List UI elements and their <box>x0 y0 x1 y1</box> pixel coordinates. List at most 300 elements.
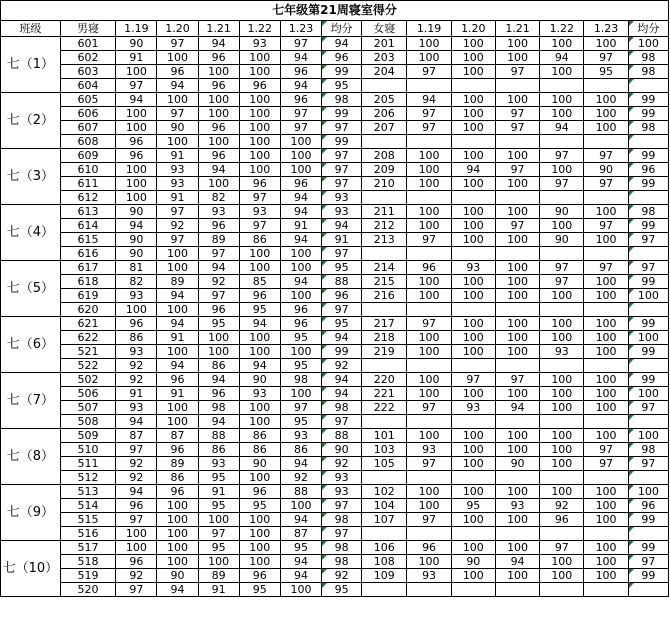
cell-girls-1-20: 93 <box>451 401 495 415</box>
cell-girls-1-21: 97 <box>495 219 539 233</box>
cell-boys-dorm: 509 <box>60 429 116 443</box>
cell-girls-1-22: 100 <box>540 569 584 583</box>
cell-boys-1-19: 86 <box>116 331 157 345</box>
cell-girls-1-19: 94 <box>407 93 451 107</box>
cell-girls-average: 98 <box>628 443 668 457</box>
cell-girls-1-19 <box>407 359 451 373</box>
cell-girls-dorm: 107 <box>362 513 407 527</box>
cell-girls-average <box>628 135 668 149</box>
cell-girls-1-21: 97 <box>495 373 539 387</box>
cell-boys-average: 88 <box>322 429 362 443</box>
cell-boys-1-21: 88 <box>198 429 239 443</box>
cell-boys-1-22: 100 <box>239 541 280 555</box>
cell-girls-1-20: 100 <box>451 387 495 401</box>
cell-girls-dorm <box>362 79 407 93</box>
cell-girls-1-19 <box>407 247 451 261</box>
cell-girls-average: 97 <box>628 555 668 569</box>
cell-girls-1-23: 100 <box>584 387 628 401</box>
cell-girls-1-22 <box>540 79 584 93</box>
cell-boys-1-19: 81 <box>116 261 157 275</box>
cell-boys-1-20: 94 <box>157 359 198 373</box>
cell-boys-dorm: 619 <box>60 289 116 303</box>
cell-boys-1-21: 94 <box>198 261 239 275</box>
cell-girls-1-21: 100 <box>495 51 539 65</box>
table-row <box>1 443 669 457</box>
cell-girls-1-20: 97 <box>451 373 495 387</box>
cell-boys-1-19: 100 <box>116 177 157 191</box>
table-row <box>1 429 669 443</box>
cell-girls-average <box>628 79 668 93</box>
cell-girls-1-19: 100 <box>407 345 451 359</box>
cell-boys-1-21: 93 <box>198 205 239 219</box>
table-row <box>1 65 669 79</box>
cell-boys-average: 99 <box>322 135 362 149</box>
table-row <box>1 499 669 513</box>
cell-girls-dorm: 106 <box>362 541 407 555</box>
cell-girls-average: 99 <box>628 345 668 359</box>
cell-girls-dorm <box>362 191 407 205</box>
cell-girls-1-20 <box>451 191 495 205</box>
class-label: 七（10） <box>1 541 61 597</box>
cell-girls-1-21 <box>495 527 539 541</box>
table-row <box>1 485 669 499</box>
cell-boys-1-21: 100 <box>198 513 239 527</box>
cell-girls-1-22: 100 <box>540 401 584 415</box>
cell-boys-dorm: 607 <box>60 121 116 135</box>
cell-girls-average: 99 <box>628 513 668 527</box>
cell-boys-1-23: 97 <box>280 401 321 415</box>
cell-girls-1-20: 100 <box>451 457 495 471</box>
table-row <box>1 191 669 205</box>
cell-boys-dorm: 507 <box>60 401 116 415</box>
cell-girls-average: 97 <box>628 457 668 471</box>
cell-girls-1-20: 100 <box>451 51 495 65</box>
cell-girls-1-20: 100 <box>451 485 495 499</box>
cell-girls-average: 97 <box>628 261 668 275</box>
cell-girls-1-19: 96 <box>407 541 451 555</box>
table-row <box>1 121 669 135</box>
cell-boys-average: 97 <box>322 527 362 541</box>
cell-boys-1-23: 92 <box>280 471 321 485</box>
cell-girls-1-20 <box>451 415 495 429</box>
cell-boys-dorm: 514 <box>60 499 116 513</box>
cell-boys-1-23: 94 <box>280 79 321 93</box>
cell-girls-1-21 <box>495 359 539 373</box>
cell-boys-1-21: 95 <box>198 471 239 485</box>
cell-boys-1-20: 100 <box>157 513 198 527</box>
cell-girls-1-23 <box>584 471 628 485</box>
cell-girls-1-21: 100 <box>495 443 539 457</box>
cell-boys-1-22: 100 <box>239 471 280 485</box>
sheet-title: 七年级第21周寝室得分 <box>1 1 669 21</box>
cell-girls-1-22 <box>540 359 584 373</box>
cell-girls-1-23 <box>584 359 628 373</box>
cell-boys-1-21: 95 <box>198 541 239 555</box>
cell-boys-1-20: 100 <box>157 303 198 317</box>
cell-boys-1-19: 91 <box>116 387 157 401</box>
cell-boys-1-23: 95 <box>280 415 321 429</box>
cell-boys-1-19: 96 <box>116 317 157 331</box>
cell-boys-1-20: 91 <box>157 149 198 163</box>
cell-girls-1-22: 100 <box>540 107 584 121</box>
cell-boys-average: 95 <box>322 317 362 331</box>
cell-boys-average: 88 <box>322 275 362 289</box>
cell-girls-1-21: 100 <box>495 331 539 345</box>
cell-girls-dorm: 220 <box>362 373 407 387</box>
cell-girls-1-21: 94 <box>495 401 539 415</box>
cell-girls-1-19: 100 <box>407 429 451 443</box>
cell-boys-1-21: 86 <box>198 443 239 457</box>
cell-girls-dorm: 217 <box>362 317 407 331</box>
cell-boys-1-19: 100 <box>116 163 157 177</box>
cell-boys-1-22: 100 <box>239 415 280 429</box>
cell-boys-1-20: 94 <box>157 289 198 303</box>
cell-boys-dorm: 517 <box>60 541 116 555</box>
cell-boys-1-22: 96 <box>239 485 280 499</box>
cell-girls-dorm: 201 <box>362 37 407 51</box>
cell-girls-dorm <box>362 471 407 485</box>
cell-girls-1-20: 100 <box>451 541 495 555</box>
cell-boys-1-23: 100 <box>280 499 321 513</box>
cell-girls-1-20: 100 <box>451 233 495 247</box>
cell-girls-dorm: 101 <box>362 429 407 443</box>
cell-boys-1-21: 97 <box>198 247 239 261</box>
cell-girls-average: 100 <box>628 331 668 345</box>
cell-girls-dorm: 218 <box>362 331 407 345</box>
header-girls-1-19: 1.19 <box>407 21 451 37</box>
cell-boys-1-19: 90 <box>116 205 157 219</box>
cell-boys-average: 94 <box>322 373 362 387</box>
cell-girls-dorm: 103 <box>362 443 407 457</box>
cell-boys-1-22: 85 <box>239 275 280 289</box>
table-row <box>1 37 669 51</box>
cell-girls-1-19: 100 <box>407 205 451 219</box>
cell-boys-1-20: 89 <box>157 275 198 289</box>
cell-boys-1-20: 93 <box>157 163 198 177</box>
cell-girls-1-19: 96 <box>407 261 451 275</box>
title-row <box>1 1 669 21</box>
cell-girls-average: 100 <box>628 289 668 303</box>
cell-girls-1-19: 100 <box>407 373 451 387</box>
cell-girls-1-23: 90 <box>584 163 628 177</box>
cell-girls-1-19 <box>407 303 451 317</box>
cell-boys-dorm: 622 <box>60 331 116 345</box>
class-label: 七（8） <box>1 429 61 485</box>
cell-boys-1-21: 94 <box>198 415 239 429</box>
table-row <box>1 51 669 65</box>
class-label: 七（3） <box>1 149 61 205</box>
cell-girls-1-22: 100 <box>540 289 584 303</box>
cell-girls-1-20: 100 <box>451 345 495 359</box>
cell-boys-dorm: 620 <box>60 303 116 317</box>
cell-boys-1-20: 97 <box>157 205 198 219</box>
cell-boys-1-23: 95 <box>280 541 321 555</box>
cell-girls-dorm: 104 <box>362 499 407 513</box>
cell-boys-1-19: 93 <box>116 401 157 415</box>
cell-boys-1-21: 100 <box>198 93 239 107</box>
cell-boys-1-19: 100 <box>116 107 157 121</box>
cell-girls-1-22 <box>540 135 584 149</box>
cell-boys-1-23: 100 <box>280 163 321 177</box>
cell-girls-dorm: 210 <box>362 177 407 191</box>
cell-girls-1-19: 97 <box>407 317 451 331</box>
cell-girls-1-23: 97 <box>584 219 628 233</box>
cell-boys-1-23: 93 <box>280 429 321 443</box>
cell-boys-dorm: 614 <box>60 219 116 233</box>
cell-boys-1-20: 91 <box>157 331 198 345</box>
cell-boys-1-19: 97 <box>116 79 157 93</box>
table-row <box>1 541 669 555</box>
cell-boys-1-23: 94 <box>280 275 321 289</box>
cell-girls-1-23: 100 <box>584 429 628 443</box>
cell-boys-1-19: 92 <box>116 569 157 583</box>
cell-boys-1-20: 91 <box>157 191 198 205</box>
cell-girls-1-23: 100 <box>584 93 628 107</box>
cell-boys-1-20: 97 <box>157 107 198 121</box>
cell-girls-average <box>628 415 668 429</box>
cell-girls-1-22: 94 <box>540 121 584 135</box>
cell-boys-1-21: 100 <box>198 135 239 149</box>
cell-boys-1-20: 100 <box>157 555 198 569</box>
cell-girls-dorm: 108 <box>362 555 407 569</box>
header-boys-1-21: 1.21 <box>198 21 239 37</box>
table-row <box>1 415 669 429</box>
header-girls-1-21: 1.21 <box>495 21 539 37</box>
cell-boys-1-20: 93 <box>157 177 198 191</box>
table-row <box>1 513 669 527</box>
cell-girls-average: 99 <box>628 219 668 233</box>
cell-boys-1-22: 96 <box>239 289 280 303</box>
cell-boys-average: 94 <box>322 37 362 51</box>
cell-girls-1-19: 100 <box>407 387 451 401</box>
cell-boys-1-21: 82 <box>198 191 239 205</box>
cell-boys-dorm: 512 <box>60 471 116 485</box>
cell-boys-1-20: 86 <box>157 471 198 485</box>
cell-girls-dorm: 222 <box>362 401 407 415</box>
cell-girls-1-22 <box>540 303 584 317</box>
cell-girls-1-19: 97 <box>407 107 451 121</box>
cell-boys-1-20: 100 <box>157 135 198 149</box>
cell-boys-average: 98 <box>322 401 362 415</box>
cell-boys-dorm: 617 <box>60 261 116 275</box>
cell-girls-1-23 <box>584 527 628 541</box>
cell-girls-1-21: 100 <box>495 345 539 359</box>
cell-girls-1-21: 100 <box>495 317 539 331</box>
cell-girls-1-21: 100 <box>495 569 539 583</box>
cell-boys-1-22: 100 <box>239 93 280 107</box>
cell-girls-1-21: 100 <box>495 261 539 275</box>
cell-girls-1-20: 93 <box>451 261 495 275</box>
cell-girls-1-21 <box>495 247 539 261</box>
cell-boys-1-23: 100 <box>280 289 321 303</box>
cell-boys-1-22: 94 <box>239 317 280 331</box>
cell-boys-1-23: 100 <box>280 149 321 163</box>
cell-girls-1-21: 90 <box>495 457 539 471</box>
cell-boys-1-19: 92 <box>116 359 157 373</box>
cell-boys-dorm: 515 <box>60 513 116 527</box>
header-boys-1-22: 1.22 <box>239 21 280 37</box>
cell-girls-1-22: 100 <box>540 219 584 233</box>
cell-girls-dorm <box>362 415 407 429</box>
cell-boys-1-20: 97 <box>157 233 198 247</box>
cell-girls-1-21: 100 <box>495 205 539 219</box>
cell-boys-average: 99 <box>322 65 362 79</box>
cell-girls-1-20: 100 <box>451 429 495 443</box>
cell-boys-1-21: 100 <box>198 177 239 191</box>
cell-girls-1-19: 93 <box>407 569 451 583</box>
cell-boys-1-22: 86 <box>239 233 280 247</box>
cell-boys-1-22: 100 <box>239 331 280 345</box>
cell-girls-1-22: 93 <box>540 345 584 359</box>
cell-girls-1-23 <box>584 247 628 261</box>
cell-boys-average: 97 <box>322 163 362 177</box>
cell-girls-1-20: 100 <box>451 219 495 233</box>
cell-boys-1-23: 96 <box>280 317 321 331</box>
cell-boys-1-22: 97 <box>239 191 280 205</box>
cell-girls-1-22: 100 <box>540 93 584 107</box>
table-row <box>1 471 669 485</box>
header-girls-1-22: 1.22 <box>540 21 584 37</box>
cell-girls-average: 99 <box>628 275 668 289</box>
table-row <box>1 107 669 121</box>
cell-boys-1-23: 96 <box>280 177 321 191</box>
cell-boys-1-19: 87 <box>116 429 157 443</box>
cell-boys-average: 99 <box>322 345 362 359</box>
table-row <box>1 359 669 373</box>
cell-boys-1-22: 100 <box>239 149 280 163</box>
cell-boys-dorm: 508 <box>60 415 116 429</box>
cell-girls-1-22: 100 <box>540 65 584 79</box>
table-row <box>1 331 669 345</box>
cell-boys-average: 95 <box>322 583 362 597</box>
cell-boys-dorm: 519 <box>60 569 116 583</box>
cell-boys-1-20: 100 <box>157 499 198 513</box>
cell-boys-average: 93 <box>322 205 362 219</box>
cell-girls-average <box>628 527 668 541</box>
cell-boys-1-20: 100 <box>157 401 198 415</box>
cell-boys-dorm: 604 <box>60 79 116 93</box>
cell-boys-1-19: 96 <box>116 555 157 569</box>
cell-boys-1-20: 94 <box>157 317 198 331</box>
cell-boys-1-19: 93 <box>116 345 157 359</box>
cell-girls-1-21 <box>495 415 539 429</box>
cell-girls-dorm <box>362 303 407 317</box>
table-row <box>1 555 669 569</box>
cell-girls-1-22 <box>540 583 584 597</box>
cell-boys-dorm: 502 <box>60 373 116 387</box>
cell-girls-1-19: 97 <box>407 65 451 79</box>
cell-girls-1-21: 100 <box>495 149 539 163</box>
cell-boys-1-19: 91 <box>116 51 157 65</box>
cell-boys-1-19: 94 <box>116 415 157 429</box>
cell-boys-1-19: 100 <box>116 303 157 317</box>
table-row <box>1 275 669 289</box>
cell-girls-1-20 <box>451 79 495 93</box>
cell-boys-1-22: 95 <box>239 303 280 317</box>
header-boys-1-19: 1.19 <box>116 21 157 37</box>
cell-boys-average: 99 <box>322 107 362 121</box>
cell-boys-dorm: 602 <box>60 51 116 65</box>
cell-girls-1-20: 100 <box>451 317 495 331</box>
cell-boys-1-19: 97 <box>116 513 157 527</box>
cell-girls-1-22: 100 <box>540 317 584 331</box>
cell-boys-dorm: 511 <box>60 457 116 471</box>
cell-girls-1-22: 100 <box>540 485 584 499</box>
table-row <box>1 373 669 387</box>
cell-boys-average: 95 <box>322 79 362 93</box>
cell-girls-1-21 <box>495 471 539 485</box>
cell-boys-1-22: 86 <box>239 429 280 443</box>
cell-boys-1-23: 95 <box>280 359 321 373</box>
cell-girls-1-19: 100 <box>407 177 451 191</box>
header-girls-1-20: 1.20 <box>451 21 495 37</box>
cell-boys-1-19: 94 <box>116 485 157 499</box>
cell-girls-1-20 <box>451 303 495 317</box>
cell-girls-1-22 <box>540 527 584 541</box>
table-row <box>1 401 669 415</box>
cell-boys-dorm: 518 <box>60 555 116 569</box>
cell-girls-1-20: 100 <box>451 121 495 135</box>
cell-boys-1-23: 94 <box>280 191 321 205</box>
cell-girls-1-22 <box>540 247 584 261</box>
cell-girls-average: 98 <box>628 121 668 135</box>
cell-girls-dorm: 207 <box>362 121 407 135</box>
table-body <box>1 1 669 597</box>
cell-boys-average: 97 <box>322 177 362 191</box>
cell-boys-dorm: 603 <box>60 65 116 79</box>
cell-girls-average <box>628 359 668 373</box>
cell-girls-1-22 <box>540 471 584 485</box>
cell-boys-1-20: 100 <box>157 415 198 429</box>
cell-boys-1-21: 96 <box>198 303 239 317</box>
table-row <box>1 387 669 401</box>
cell-boys-dorm: 612 <box>60 191 116 205</box>
cell-girls-1-19 <box>407 583 451 597</box>
cell-girls-dorm: 216 <box>362 289 407 303</box>
cell-girls-1-20: 100 <box>451 107 495 121</box>
cell-girls-dorm: 211 <box>362 205 407 219</box>
cell-girls-average: 100 <box>628 387 668 401</box>
cell-girls-1-21 <box>495 583 539 597</box>
cell-girls-1-19: 97 <box>407 513 451 527</box>
cell-boys-1-23: 97 <box>280 121 321 135</box>
cell-girls-1-20: 100 <box>451 177 495 191</box>
cell-boys-1-21: 100 <box>198 107 239 121</box>
cell-boys-1-20: 96 <box>157 65 198 79</box>
cell-boys-1-21: 94 <box>198 37 239 51</box>
cell-girls-1-20: 100 <box>451 513 495 527</box>
cell-girls-1-23 <box>584 79 628 93</box>
cell-girls-1-23: 97 <box>584 261 628 275</box>
cell-girls-1-21: 100 <box>495 289 539 303</box>
cell-boys-average: 97 <box>322 499 362 513</box>
cell-girls-1-20: 94 <box>451 163 495 177</box>
cell-girls-1-21: 97 <box>495 65 539 79</box>
cell-girls-1-22: 97 <box>540 275 584 289</box>
cell-boys-1-19: 92 <box>116 457 157 471</box>
cell-girls-1-21: 100 <box>495 275 539 289</box>
cell-girls-1-22: 97 <box>540 149 584 163</box>
cell-boys-1-21: 95 <box>198 317 239 331</box>
cell-girls-1-23: 100 <box>584 541 628 555</box>
cell-girls-dorm: 205 <box>362 93 407 107</box>
cell-girls-1-21: 100 <box>495 541 539 555</box>
cell-boys-1-19: 100 <box>116 121 157 135</box>
cell-boys-1-22: 100 <box>239 135 280 149</box>
cell-boys-average: 98 <box>322 541 362 555</box>
cell-girls-1-19: 100 <box>407 149 451 163</box>
cell-girls-dorm <box>362 527 407 541</box>
